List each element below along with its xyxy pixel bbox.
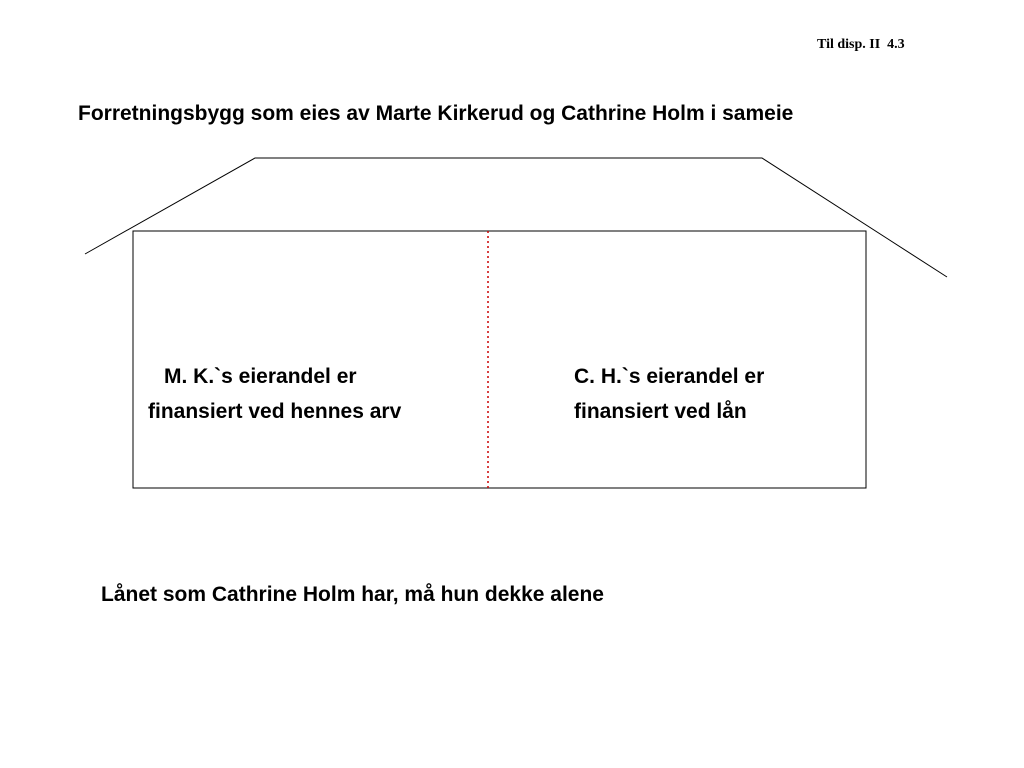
loan-note: Lånet som Cathrine Holm har, må hun dekke alene xyxy=(101,583,604,606)
slide-reference: Til disp. II 4.3 xyxy=(817,37,905,52)
right-share-line2: finansiert ved lån xyxy=(574,400,747,423)
right-share-line1: C. H.`s eierandel er xyxy=(574,365,765,388)
right-ownership-share xyxy=(574,359,764,429)
left-ownership-share xyxy=(148,359,401,429)
left-share-line1: M. K.`s eierandel er xyxy=(164,365,357,388)
left-share-line2: finansiert ved hennes arv xyxy=(148,400,402,423)
page-title: Forretningsbygg som eies av Marte Kirkerud og Cathrine Holm i sameie xyxy=(78,102,794,125)
